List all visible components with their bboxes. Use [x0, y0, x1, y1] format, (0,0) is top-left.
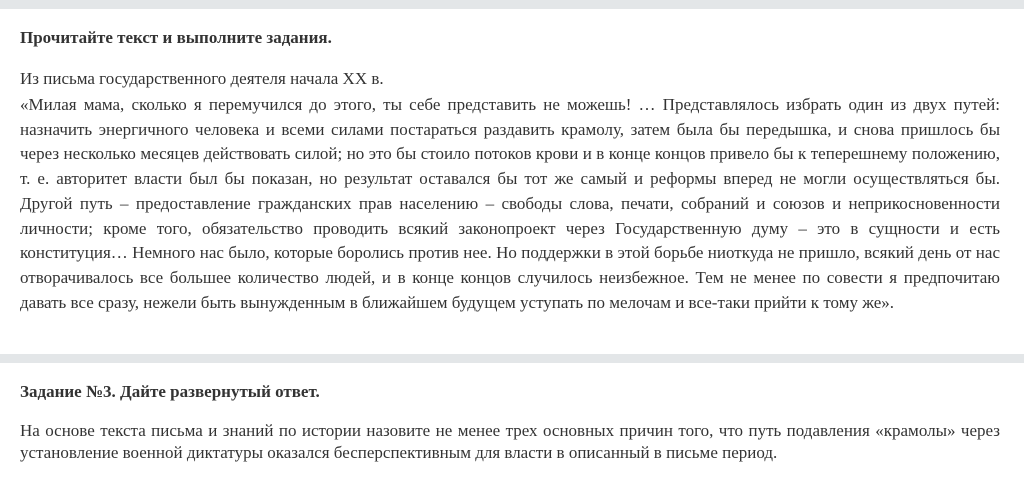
task-text: На основе текста письма и знаний по истории назовите не менее трех основных причин того, что путь подавления «крамолы» через установление военной диктатуры оказался бесперспективным для власти в описанный в письме период.	[20, 421, 1000, 462]
source-text: «Милая мама, сколько я перемучился до этого, ты себе представить не можешь! … Представлялось избрать один из двух путей: назначить энергичного человека и всеми силами постараться раздавить крамолу, затем была бы передышка, и снова пришлось бы через несколько месяцев действовать силой; но это бы стоило потоков крови и в конце концов привело бы к теперешнему положению, т. е. авторитет власти был бы показан, но результат оставался бы тот же самый и реформы вперед не могли осуществляться бы. Другой путь – предоставление гражданских прав населению – свободы слова, печати, собраний и союзов и неприкосновенности личности; кроме того, обязательство проводить всякий законопроект через Государственную думу – это в сущности и есть конституция… Немного нас было, которые боролись против нее. Но поддержки в этой борьбе ниоткуда не пришло, всякий день от нас отворачивалось все большее количество людей, и в конце концов случилось неизбежное. Тем не менее по совести я предпочитаю давать все сразу, нежели быть вынужденным в ближайшем будущем уступать по мелочам и все-таки прийти к тому же».	[20, 95, 1000, 312]
task-card	[0, 363, 1024, 495]
task-heading: Задание №3. Дайте развернутый ответ.	[20, 382, 320, 401]
instruction-heading: Прочитайте текст и выполните задания.	[20, 28, 332, 47]
source-card	[0, 9, 1024, 354]
source-label: Из письма государственного деятеля начала XX в.	[20, 69, 384, 88]
